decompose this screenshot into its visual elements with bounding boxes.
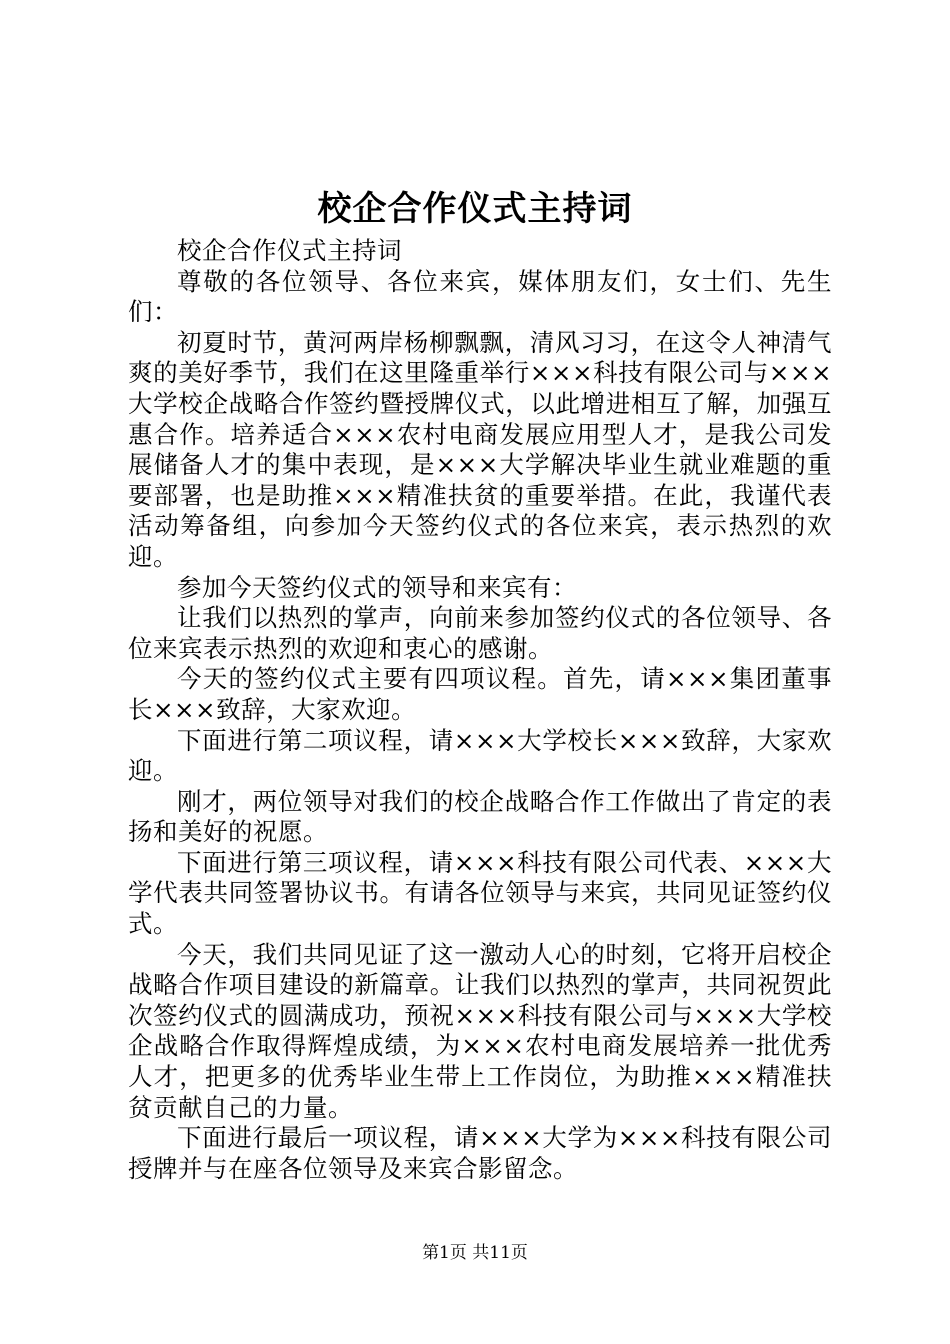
paragraph-salutation: 尊敬的各位领导、各位来宾，媒体朋友们，女士们、先生们： [128,266,832,327]
paragraph-opening: 初夏时节，黄河两岸杨柳飘飘，清风习习，在这令人神清气爽的美好季节，我们在这里隆重举行×××科技有限公司与×××大学校企战略合作签约暨授牌仪式，以此增进相互了解，加强互惠合作。培养适合×××农村电商发展应用型人才，是我公司发展储备人才的集中表现，是×××大学解决毕业生就业难题的重要部署，也是助推×××精准扶贫的重要举措。在此，我谨代表活动筹备组，向参加今天签约仪式的各位来宾，表示热烈的欢迎。 [128,327,832,571]
paragraph-agenda-3: 下面进行第三项议程，请×××科技有限公司代表、×××大学代表共同签署协议书。有请各位领导与来宾，共同见证签约仪式。 [128,847,832,939]
paragraph-welcome: 让我们以热烈的掌声，向前来参加签约仪式的各位领导、各位来宾表示热烈的欢迎和衷心的感谢。 [128,603,832,663]
paragraph-guests: 参加今天签约仪式的领导和来宾有： [177,572,577,602]
paragraph-remarks: 刚才，两位领导对我们的校企战略合作工作做出了肯定的表扬和美好的祝愿。 [128,786,832,847]
document-body [128,236,832,1184]
paragraph-agenda-1: 今天的签约仪式主要有四项议程。首先，请×××集团董事长×××致辞，大家欢迎。 [128,664,832,724]
paragraph-heading: 校企合作仪式主持词 [177,236,402,265]
paragraph-agenda-2: 下面进行第二项议程，请×××大学校长×××致辞，大家欢迎。 [128,725,832,786]
page-number-footer: 第1页 共11页 [422,1243,528,1263]
paragraph-agenda-final: 下面进行最后一项议程，请×××大学为×××科技有限公司授牌并与在座各位领导及来宾合影留念。 [128,1123,832,1183]
document-title: 校企合作仪式主持词 [317,189,633,229]
paragraph-celebration: 今天，我们共同见证了这一激动人心的时刻，它将开启校企战略合作项目建设的新篇章。让我们以热烈的掌声，共同祝贺此次签约仪式的圆满成功，预祝×××科技有限公司与×××大学校企战略合作取得辉煌成绩，为×××农村电商发展培养一批优秀人才，把更多的优秀毕业生带上工作岗位，为助推×××精准扶贫贡献自己的力量。 [128,939,832,1122]
